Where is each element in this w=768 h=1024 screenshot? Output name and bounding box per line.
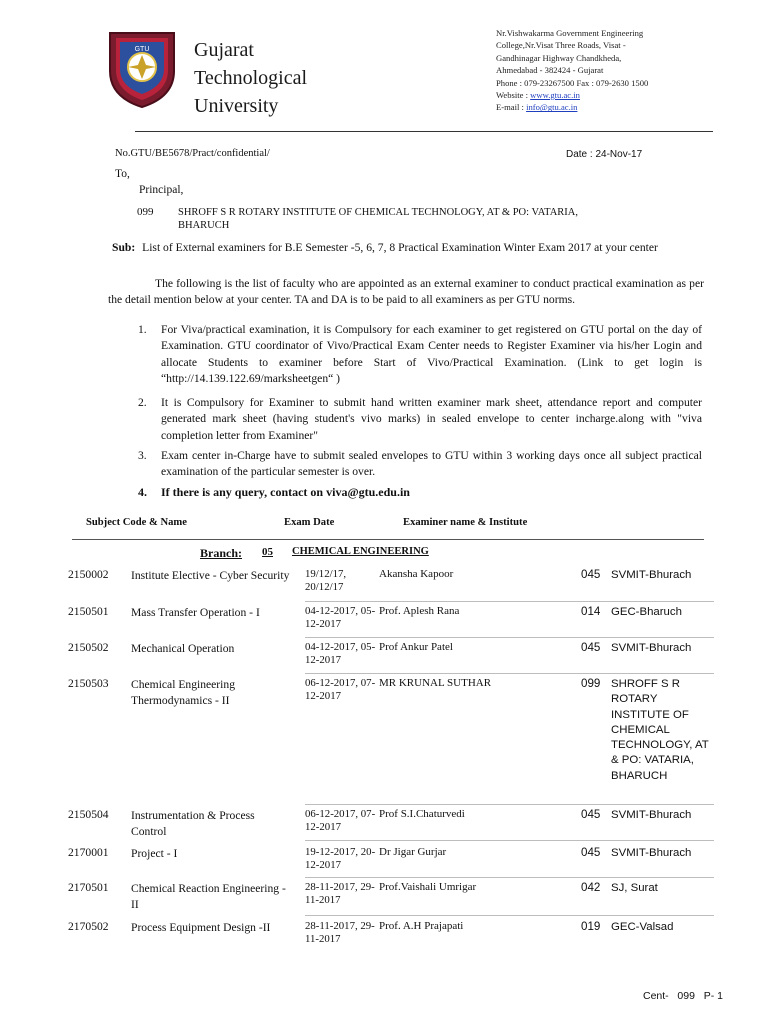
institute-code: 045 bbox=[581, 808, 601, 821]
institute-name: SVMIT-Bhurach bbox=[611, 809, 692, 821]
gtu-logo bbox=[106, 27, 178, 109]
subject-text: List of External examiners for B.E Semester -5, 6, 7, 8 Practical Examination Winter Exam 2017 at your center bbox=[142, 241, 658, 254]
row-divider bbox=[305, 915, 714, 916]
institute-name: SJ, Surat bbox=[611, 882, 658, 894]
subject-code: 2150504 bbox=[68, 808, 109, 821]
letter-subject bbox=[112, 240, 700, 256]
item-number: 4. bbox=[138, 485, 147, 499]
page-footer: Cent- 099 P- 1 bbox=[643, 990, 723, 1002]
recipient-principal: Principal, bbox=[139, 184, 184, 196]
salutation-to: To, bbox=[115, 168, 130, 180]
column-header-exam-date: Exam Date bbox=[284, 517, 335, 528]
subject-label: Sub: bbox=[112, 241, 136, 254]
branch-code: 05 bbox=[262, 546, 273, 558]
institute-name: SVMIT-Bhurach bbox=[611, 569, 692, 581]
institute-code: 045 bbox=[581, 641, 601, 654]
item-text: If there is any query, contact on viva@gtu.edu.in bbox=[161, 485, 410, 499]
institute-name: SHROFF S R ROTARY INSTITUTE OF CHEMICAL TECHNOLOGY, AT & PO: VATARIA, BHARUCH bbox=[611, 678, 709, 782]
reference-number: No.GTU/BE5678/Pract/confidential/ bbox=[115, 148, 270, 159]
exam-dates: 19-12-2017, 20-12-2017 bbox=[305, 846, 376, 871]
subject-code: 2170001 bbox=[68, 846, 109, 859]
subject-name: Chemical Engineering Thermodynamics - II bbox=[131, 678, 235, 707]
subject-name: Instrumentation & Process Control bbox=[131, 809, 255, 838]
table-header-divider bbox=[72, 539, 704, 540]
row-divider bbox=[305, 601, 714, 602]
examiner-name: Akansha Kapoor bbox=[379, 568, 454, 580]
row-divider bbox=[305, 877, 714, 878]
exam-dates: 04-12-2017, 05-12-2017 bbox=[305, 605, 376, 630]
examiner-name: Prof.Vaishali Umrigar bbox=[379, 881, 477, 893]
institute-code: 014 bbox=[581, 605, 601, 618]
website-label: Website : bbox=[496, 90, 531, 101]
address-line: Gandhinagar Highway Chandkheda, bbox=[496, 52, 622, 63]
institute-code: 099 bbox=[581, 677, 601, 690]
subject-code: 2150502 bbox=[68, 641, 109, 654]
subject-code: 2170502 bbox=[68, 920, 109, 933]
address-line: Ahmedabad - 382424 - Gujarat bbox=[496, 65, 604, 76]
exam-dates: 19/12/17, 20/12/17 bbox=[305, 568, 347, 593]
item-number: 2. bbox=[138, 396, 147, 409]
subject-name: Project - I bbox=[131, 847, 178, 860]
examiner-name: Prof. Aplesh Rana bbox=[379, 605, 460, 617]
website-link[interactable]: www.gtu.ac.in bbox=[530, 90, 580, 101]
instruction-item bbox=[138, 484, 702, 500]
university-name-line-2: Technological bbox=[194, 67, 307, 89]
letter-date: Date : 24-Nov-17 bbox=[566, 149, 643, 160]
subject-name: Chemical Reaction Engineering - II bbox=[131, 882, 286, 911]
exam-dates: 28-11-2017, 29-11-2017 bbox=[305, 920, 375, 945]
item-text: It is Compulsory for Examiner to submit hand written examiner mark sheet, attendance report and computer generated mark sheet (having student's vivo marks) in sealed envelope to center incharge.along with "viva completion letter from Examiner" bbox=[161, 396, 702, 442]
university-name bbox=[194, 36, 307, 120]
institute-name: GEC-Valsad bbox=[611, 921, 674, 933]
address-line: College,Nr.Visat Three Roads, Visat - bbox=[496, 40, 626, 51]
row-divider bbox=[305, 673, 714, 674]
logo-text: GTU bbox=[134, 46, 150, 53]
university-name-line-1: Gujarat bbox=[194, 39, 254, 61]
exam-dates: 06-12-2017, 07-12-2017 bbox=[305, 677, 376, 702]
branch-label: Branch: bbox=[200, 546, 242, 560]
address-line: Nr.Vishwakarma Government Engineering bbox=[496, 28, 644, 38]
exam-dates: 28-11-2017, 29-11-2017 bbox=[305, 881, 375, 906]
center-name: SHROFF S R ROTARY INSTITUTE OF CHEMICAL TECHNOLOGY, AT & PO: VATARIA, BHARUCH bbox=[178, 207, 578, 229]
university-name-line-3: University bbox=[194, 95, 279, 117]
item-number: 1. bbox=[138, 323, 147, 336]
subject-name: Mechanical Operation bbox=[131, 642, 235, 655]
institute-name: SVMIT-Bhurach bbox=[611, 847, 692, 859]
exam-dates: 06-12-2017, 07-12-2017 bbox=[305, 808, 376, 833]
center-code: 099 bbox=[137, 206, 154, 218]
subject-code: 2170501 bbox=[68, 881, 109, 894]
institute-name: GEC-Bharuch bbox=[611, 606, 682, 618]
institute-name: SVMIT-Bhurach bbox=[611, 642, 692, 654]
column-header-examiner: Examiner name & Institute bbox=[403, 517, 528, 528]
examiner-name: MR KRUNAL SUTHAR bbox=[379, 677, 492, 689]
instruction-item bbox=[138, 322, 702, 388]
row-divider bbox=[305, 637, 714, 638]
row-divider bbox=[305, 804, 714, 805]
subject-code: 2150002 bbox=[68, 568, 109, 581]
item-text: Exam center in-Charge have to submit sealed envelopes to GTU within 3 working days once all subject practical examination of the particular semester is over. bbox=[161, 449, 702, 479]
university-address bbox=[496, 27, 736, 114]
letter-body: The following is the list of faculty who are appointed as an external examiner to conduct practical examination as per the detail mention below at your center. TA and DA is to be paid to all examiners as per GTU norms. bbox=[108, 277, 704, 307]
instruction-item bbox=[138, 395, 702, 444]
branch-name: CHEMICAL ENGINEERING bbox=[292, 546, 429, 557]
institute-code: 045 bbox=[581, 568, 601, 581]
subject-code: 2150501 bbox=[68, 605, 109, 618]
subject-name: Institute Elective - Cyber Security bbox=[131, 569, 290, 582]
phone-fax-line: Phone : 079-23267500 Fax : 079-2630 1500 bbox=[496, 77, 649, 88]
website-line bbox=[496, 89, 736, 101]
examiner-name: Prof S.I.Chaturvedi bbox=[379, 808, 465, 820]
row-divider bbox=[305, 840, 714, 841]
institute-code: 019 bbox=[581, 920, 601, 933]
subject-name: Mass Transfer Operation - I bbox=[131, 606, 260, 619]
email-label: E-mail : bbox=[496, 102, 527, 113]
examiner-name: Prof. A.H Prajapati bbox=[379, 920, 464, 932]
item-text: For Viva/practical examination, it is Compulsory for each examiner to get registered on GTU portal on the day of Examination. GTU coordinator of Vivo/Practical Exam Center needs to Register Examiner via his/her Login and allocate Students to examiner before Start of Vivo/Practical Examination. (Link to get login is “http://14.139.122.69/marksheetgen“ ) bbox=[161, 323, 702, 386]
email-line bbox=[496, 101, 736, 113]
subject-code: 2150503 bbox=[68, 677, 109, 690]
email-link[interactable]: info@gtu.ac.in bbox=[526, 102, 578, 113]
instruction-item bbox=[138, 448, 702, 481]
institute-code: 042 bbox=[581, 881, 601, 894]
header-divider bbox=[135, 131, 713, 132]
examiner-name: Prof Ankur Patel bbox=[379, 641, 453, 653]
column-header-subject: Subject Code & Name bbox=[86, 517, 187, 528]
institute-code: 045 bbox=[581, 846, 601, 859]
examiner-name: Dr Jigar Gurjar bbox=[379, 846, 447, 858]
subject-name: Process Equipment Design -II bbox=[131, 921, 271, 934]
exam-dates: 04-12-2017, 05-12-2017 bbox=[305, 641, 376, 666]
item-number: 3. bbox=[138, 449, 147, 462]
